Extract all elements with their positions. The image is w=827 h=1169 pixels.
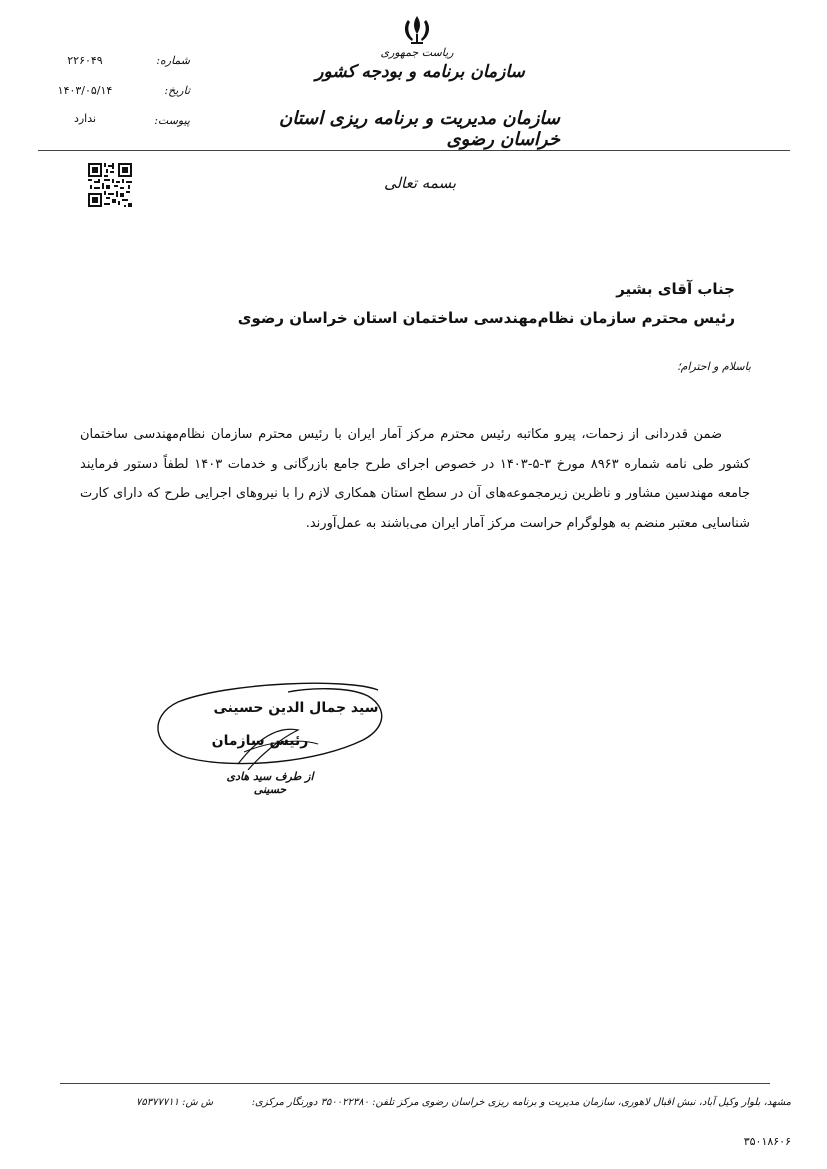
bismillah: بسمه تعالی: [383, 174, 457, 192]
on-behalf-note: از طرف سید هادی حسینی: [226, 770, 314, 796]
addressee-title: رئیس محترم سازمان نظام‌مهندسی ساختمان استان خراسان رضوی: [237, 309, 735, 327]
signer-name: سید جمال الدین حسینی: [213, 700, 379, 716]
document-code: ۳۵۰۱۸۶۰۶: [743, 1135, 791, 1148]
org-name-primary: سازمان برنامه و بودجه کشور: [315, 62, 525, 82]
signature-scribble: [148, 678, 388, 770]
addressee-name: جناب آقای بشیر: [616, 280, 735, 298]
number-value: ۲۲۶۰۴۹: [67, 54, 103, 67]
header-divider: [38, 150, 790, 151]
footer-divider: [60, 1083, 770, 1084]
date-value: ۱۴۰۳/۰۵/۱۴: [57, 84, 113, 97]
number-label: شماره:: [156, 54, 190, 67]
org-name-secondary: سازمان مدیریت و برنامه ریزی استان خراسان رضوی: [278, 108, 560, 150]
letter-body: [80, 420, 750, 538]
iran-emblem-icon: [400, 14, 434, 46]
attachment-label: پیوست:: [154, 114, 190, 127]
footer-postal: ش ش: ۷۵۳۷۷۷۱۱: [136, 1097, 214, 1108]
attachment-value: ندارد: [73, 112, 97, 125]
signer-title: رئیس سازمان: [211, 733, 309, 749]
letter-body-text: ضمن قدردانی از زحمات، پیرو مکاتبه رئیس محترم مرکز آمار ایران با رئیس محترم سازمان نظام‌مهندسی ساختمان کشور طی نامه شماره ۸۹۶۳ مورخ ۳-۵-۱۴۰۳ در خصوص اجرای طرح جامع بازرگانی و خدمات ۱۴۰۳ لطفاً دستور فرمایند جامعه مهندسین مشاور و ناظرین زیرمجموعه‌های آن در سطح استان همکاری لازم را با نیروهای اجرایی طرح که دارای کارت شناسایی معتبر منضم به هولوگرام حراست مرکز آمار ایران می‌باشند به عمل‌آورند.: [80, 427, 750, 531]
date-label: تاریخ:: [164, 84, 190, 97]
footer-address: مشهد، بلوار وکیل آباد، نبش اقبال لاهوری، سازمان مدیریت و برنامه ریزی خراسان رضوی مرکز تلفن: ۳۵۰۰۲۲۳۸۰ دورنگار مرکزی:: [251, 1097, 791, 1108]
salutation: باسلام و احترام؛: [677, 360, 751, 373]
org-parent: ریاست جمهوری: [380, 46, 454, 59]
qr-code-icon: [88, 163, 132, 207]
